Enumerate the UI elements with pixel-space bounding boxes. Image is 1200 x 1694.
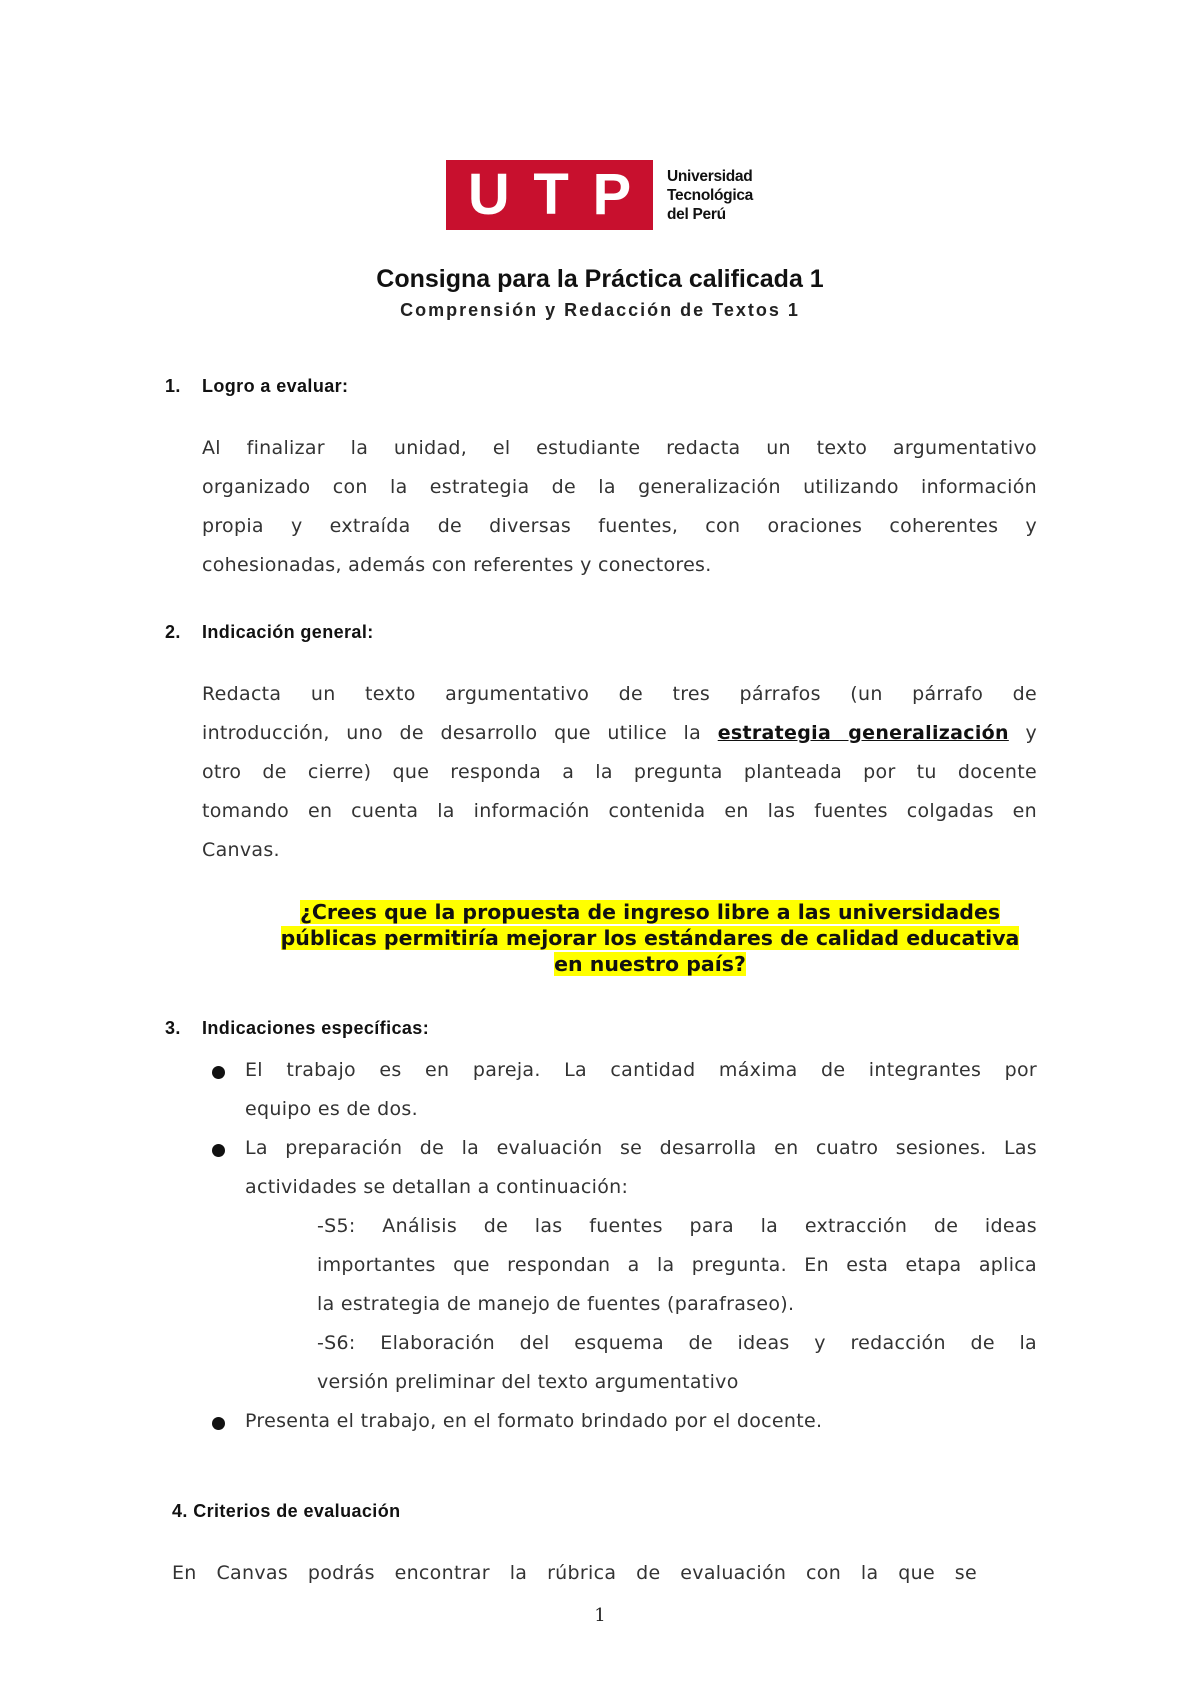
utp-logo	[446, 160, 753, 230]
section-2-line-4: tomando en cuenta la información contenida en las fuentes colgadas en	[202, 800, 1037, 822]
section-1-heading	[165, 376, 348, 397]
strategy-emphasis: estrategia generalización	[717, 722, 1009, 744]
bullet-icon	[212, 1144, 225, 1157]
logo-line-1: Universidad	[667, 167, 753, 185]
bullet-3-line-1: Presenta el trabajo, en el formato brindado por el docente.	[245, 1410, 823, 1432]
section-4-line-1: En Canvas podrás encontrar la rúbrica de evaluación con la que se	[172, 1562, 977, 1584]
section-1-line-2: organizado con la estrategia de la generalización utilizando información	[202, 476, 1037, 498]
s5-line-2: importantes que respondan a la pregunta. En esta etapa aplica	[317, 1254, 1037, 1276]
section-3-heading	[165, 1018, 429, 1039]
section-2-number: 2.	[165, 622, 181, 642]
s6-line-2: versión preliminar del texto argumentativo	[317, 1371, 739, 1393]
section-1-title: Logro a evaluar:	[202, 376, 349, 396]
section-4-heading: 4. Criterios de evaluación	[172, 1501, 401, 1521]
question-line-2: públicas permitiría mejorar los estándares de calidad educativa	[280, 926, 1020, 950]
section-2-title: Indicación general:	[202, 622, 374, 642]
logo-letter-t: T	[533, 162, 569, 227]
section-3-number: 3.	[165, 1018, 181, 1038]
bullet-3-text	[245, 1402, 1037, 1441]
logo-line-3: del Perú	[667, 205, 726, 223]
section-1-line-3: propia y extraída de diversas fuentes, con oraciones coherentes y	[202, 515, 1037, 537]
section-2-heading	[165, 622, 374, 643]
logo-letter-u: U	[467, 162, 510, 227]
guiding-question	[220, 899, 1080, 977]
s5-line-1: -S5: Análisis de las fuentes para la extracción de ideas	[317, 1215, 1037, 1237]
logo-line-2: Tecnológica	[667, 186, 753, 204]
section-2-line-2	[202, 714, 1037, 753]
session-s6-text	[317, 1324, 1037, 1402]
bullet-2-text	[245, 1129, 1037, 1207]
section-2-line-2-end: y	[1008, 722, 1037, 744]
page-number: 1	[594, 1605, 606, 1626]
document-title: Consigna para la Práctica calificada 1	[376, 265, 824, 293]
bullet-1-line-1: El trabajo es en pareja. La cantidad máxima de integrantes por	[245, 1059, 1037, 1081]
bullet-1-text	[245, 1051, 1037, 1129]
logo-letter-p: P	[592, 162, 632, 227]
bullet-2-line-2: actividades se detallan a continuación:	[245, 1176, 629, 1198]
section-1-body	[202, 429, 1037, 585]
question-line-1: ¿Crees que la propuesta de ingreso libre a las universidades	[299, 900, 1001, 924]
section-1-line-4: cohesionadas, además con referentes y conectores.	[202, 554, 712, 576]
bullet-icon	[212, 1066, 225, 1079]
section-2-line-2-start: introducción, uno de desarrollo que utilice la	[202, 722, 718, 744]
section-4-body	[172, 1554, 977, 1593]
section-2-body	[202, 675, 1037, 870]
document-subtitle: Comprensión y Redacción de Textos 1	[400, 300, 800, 320]
section-1-number: 1.	[165, 376, 181, 396]
session-s5-text	[317, 1207, 1037, 1324]
logo-wordmark	[667, 167, 753, 224]
question-line-3: en nuestro país?	[554, 952, 746, 976]
section-2-line-5: Canvas.	[202, 839, 280, 861]
section-2-line-3: otro de cierre) que responda a la pregunta planteada por tu docente	[202, 761, 1037, 783]
utp-logo-mark	[446, 160, 653, 230]
section-1-line-1: Al finalizar la unidad, el estudiante redacta un texto argumentativo	[202, 437, 1037, 459]
section-2-line-1: Redacta un texto argumentativo de tres párrafos (un párrafo de	[202, 683, 1037, 705]
bullet-2-line-1: La preparación de la evaluación se desarrolla en cuatro sesiones. Las	[245, 1137, 1037, 1159]
bullet-1-line-2: equipo es de dos.	[245, 1098, 418, 1120]
section-3-title: Indicaciones específicas:	[202, 1018, 430, 1038]
bullet-icon	[212, 1417, 225, 1430]
s6-line-1: -S6: Elaboración del esquema de ideas y redacción de la	[317, 1332, 1037, 1354]
s5-line-3: la estrategia de manejo de fuentes (parafraseo).	[317, 1293, 795, 1315]
